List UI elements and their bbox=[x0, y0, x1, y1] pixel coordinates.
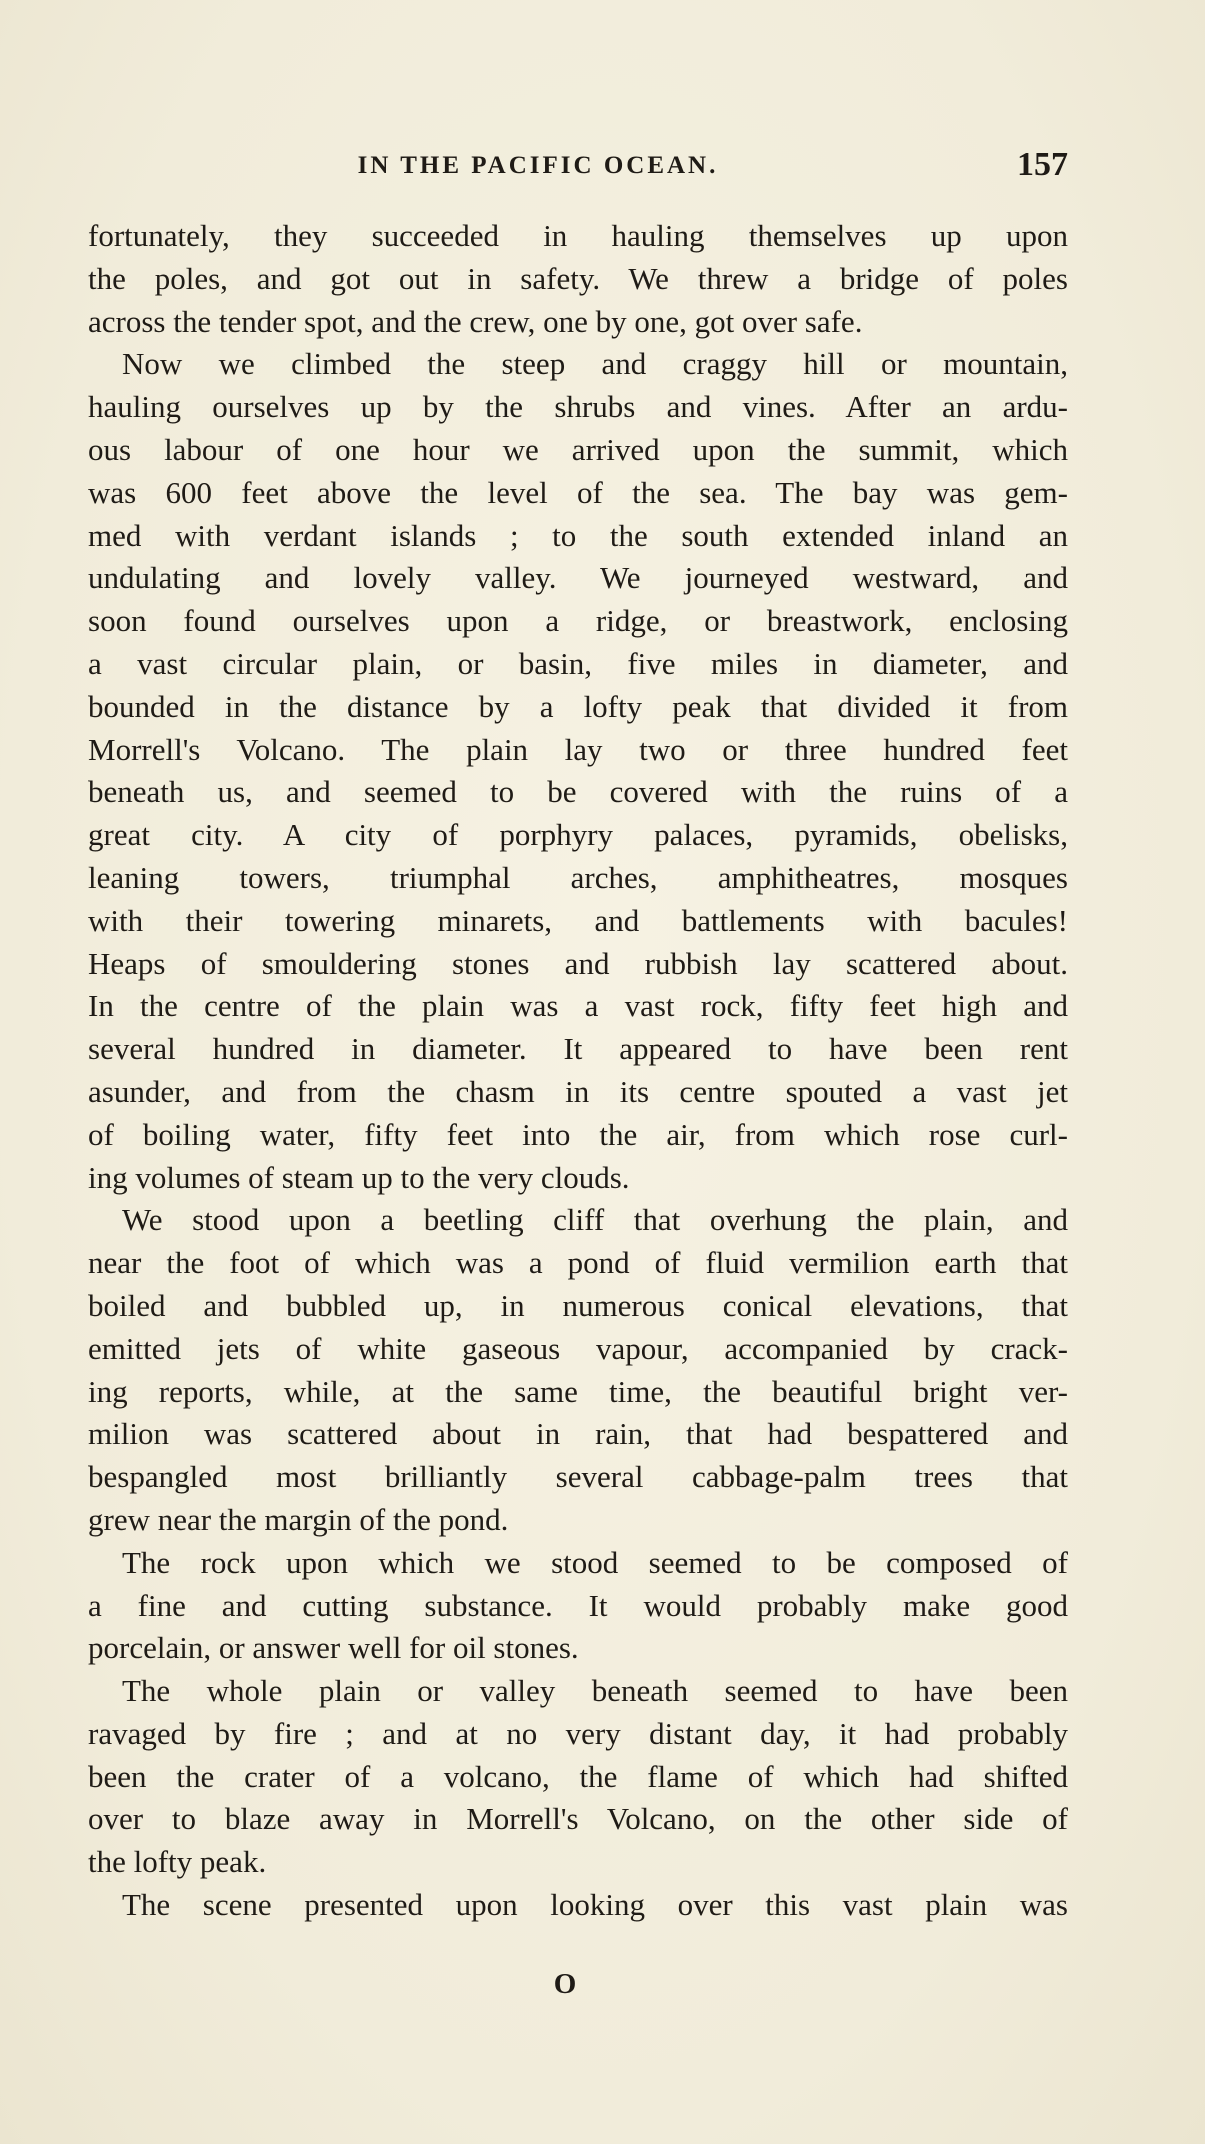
text-line: Morrell's Volcano. The plain lay two or three hundred feet bbox=[88, 731, 1068, 767]
text-line: porcelain, or answer well for oil stones. bbox=[88, 1630, 579, 1666]
text-line: ing volumes of steam up to the very clouds. bbox=[88, 1159, 630, 1195]
paragraph-5 bbox=[88, 1670, 1068, 1884]
text-line: great city. A city of porphyry palaces, pyramids, obelisks, bbox=[88, 817, 1068, 853]
running-head bbox=[88, 146, 1068, 186]
text-line: several hundred in diameter. It appeared to have been rent bbox=[88, 1031, 1068, 1067]
text-line: the lofty peak. bbox=[88, 1844, 267, 1880]
text-line: soon found ourselves upon a ridge, or breastwork, enclosing bbox=[88, 603, 1068, 639]
text-line: beneath us, and seemed to be covered with the ruins of a bbox=[88, 774, 1068, 810]
text-line: a vast circular plain, or basin, five miles in diameter, and bbox=[88, 645, 1068, 681]
text-line: across the tender spot, and the crew, one by one, got over safe. bbox=[88, 303, 863, 339]
text-line: asunder, and from the chasm in its centre spouted a vast jet bbox=[88, 1073, 1068, 1109]
text-line: ravaged by fire ; and at no very distant day, it had probably bbox=[88, 1715, 1068, 1751]
text-line: been the crater of a volcano, the flame of which had shifted bbox=[88, 1758, 1068, 1794]
text-line: the poles, and got out in safety. We threw a bridge of poles bbox=[88, 260, 1068, 296]
text-line: of boiling water, fifty feet into the air, from which rose curl- bbox=[88, 1116, 1068, 1152]
text-line: Now we climbed the steep and craggy hill or mountain, bbox=[122, 346, 1068, 382]
text-line: near the foot of which was a pond of fluid vermilion earth that bbox=[88, 1245, 1068, 1281]
text-line: milion was scattered about in rain, that had bespattered and bbox=[88, 1416, 1068, 1452]
paragraph-4 bbox=[88, 1542, 1068, 1670]
text-line: In the centre of the plain was a vast rock, fifty feet high and bbox=[88, 988, 1068, 1024]
running-title: IN THE PACIFIC OCEAN. bbox=[357, 152, 719, 179]
body-text bbox=[88, 215, 1068, 1927]
text-line: We stood upon a beetling cliff that overhung the plain, and bbox=[122, 1202, 1068, 1238]
text-line: bespangled most brilliantly several cabbage-palm trees that bbox=[88, 1459, 1068, 1495]
text-line: grew near the margin of the pond. bbox=[88, 1501, 509, 1537]
paragraph-2 bbox=[88, 343, 1068, 1199]
paragraph-1 bbox=[88, 215, 1068, 343]
text-line: Heaps of smouldering stones and rubbish lay scattered about. bbox=[88, 945, 1068, 981]
paragraph-6 bbox=[88, 1884, 1068, 1927]
text-line: The scene presented upon looking over this vast plain was bbox=[122, 1887, 1068, 1923]
text-line: was 600 feet above the level of the sea. The bay was gem- bbox=[88, 474, 1068, 510]
page-number: 157 bbox=[1017, 146, 1068, 183]
text-line: boiled and bubbled up, in numerous conical elevations, that bbox=[88, 1287, 1068, 1323]
text-line: over to blaze away in Morrell's Volcano, on the other side of bbox=[88, 1801, 1068, 1837]
text-line: The whole plain or valley beneath seemed to have been bbox=[122, 1673, 1068, 1709]
text-line: The rock upon which we stood seemed to be composed of bbox=[122, 1544, 1068, 1580]
text-line: fortunately, they succeeded in hauling themselves up upon bbox=[88, 218, 1068, 253]
text-line: ous labour of one hour we arrived upon the summit, which bbox=[88, 431, 1068, 467]
text-line: ing reports, while, at the same time, the beautiful bright ver- bbox=[88, 1373, 1068, 1409]
text-line: hauling ourselves up by the shrubs and vines. After an ardu- bbox=[88, 389, 1068, 425]
paragraph-3 bbox=[88, 1199, 1068, 1541]
text-line: leaning towers, triumphal arches, amphitheatres, mosques bbox=[88, 859, 1068, 895]
text-line: undulating and lovely valley. We journeyed westward, and bbox=[88, 560, 1068, 596]
text-line: med with verdant islands ; to the south extended inland an bbox=[88, 517, 1068, 553]
text-line: emitted jets of white gaseous vapour, accompanied by crack- bbox=[88, 1330, 1068, 1366]
text-line: a fine and cutting substance. It would probably make good bbox=[88, 1587, 1068, 1623]
signature-mark: O bbox=[553, 1968, 577, 2000]
text-line: bounded in the distance by a lofty peak that divided it from bbox=[88, 688, 1068, 724]
text-line: with their towering minarets, and battlements with bacules! bbox=[88, 902, 1068, 938]
